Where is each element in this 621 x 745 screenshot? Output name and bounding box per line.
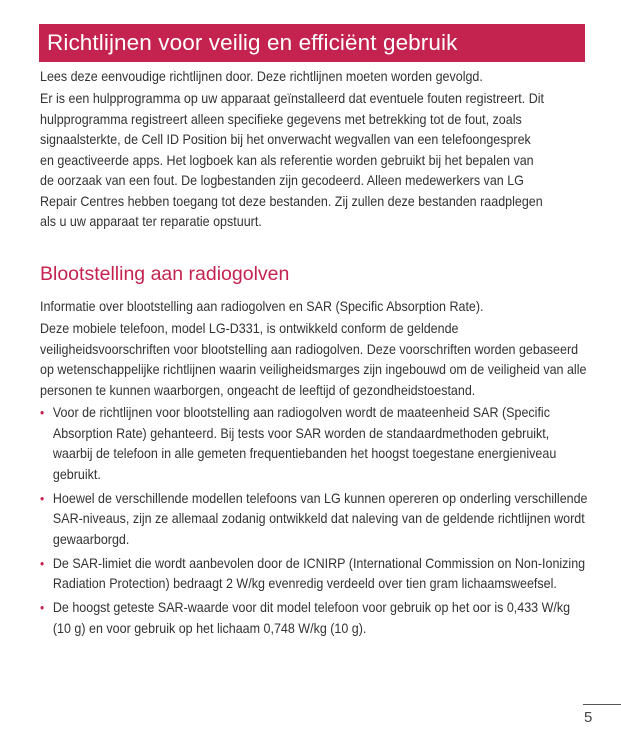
radio-paragraph: Informatie over blootstelling aan radiogolven en SAR (Specific Absorption Rate). [40,299,484,314]
radio-paragraph: Deze mobiele telefoon, model LG-D331, is ontwikkeld conform de geldende veiligheidsvoorschriften voor blootstelling aan radiogolven. Deze voorschriften worden gebaseerd op wetenschappelijke richtlijnen waarin veiligheidsmarges zijn ingebouwd om de veiligheid van alle personen te kunnen waarborgen, ongeacht de leeftijd of gezondheidstoestand. [40,321,587,398]
list-item [40,489,588,551]
list-item [40,403,588,485]
sar-bullet-list [40,403,588,639]
section-title-radio-waves: Blootstelling aan radiogolven [40,263,290,285]
list-item-text: Hoewel de verschillende modellen telefoons van LG kunnen opereren op onderling verschillende SAR-niveaus, zijn ze allemaal zodanig ontwikkeld dat naleving van de geldende richtlijnen wordt gewaarborgd. [52,490,588,547]
bullet-icon: • [40,490,45,506]
list-item [40,598,588,639]
intro-paragraph: Lees deze eenvoudige richtlijnen door. Deze richtlijnen moeten worden gevolgd. [40,69,483,84]
footer-divider [583,704,621,705]
list-item-text: De hoogst geteste SAR-waarde voor dit model telefoon voor gebruik op het oor is 0,433 W/kg (10 g) en voor gebruik op het lichaam 0,748 W/kg (10 g). [52,600,571,636]
intro-section [40,67,544,234]
page-title: Richtlijnen voor veilig en efficiënt gebruik [47,30,458,55]
list-item [40,554,588,595]
bullet-icon: • [40,600,45,615]
list-item-text: De SAR-limiet die wordt aanbevolen door de ICNIRP (International Commission on Non-Ionizing Radiation Protection) bedraagt 2 W/kg evenredig verdeeld over tien gram lichaamsweefsel. [52,555,586,591]
section-header-bar [39,24,585,62]
list-item-text: Voor de richtlijnen voor blootstelling aan radiogolven wordt de maateenheid SAR (Specific Absorption Rate) gehanteerd. Bij tests voor SAR worden de standaardmethoden gebruikt, waarbij de telefoon in alle gemeten frequentiebanden het hoogst toegestane energieniveau gebruikt. [52,405,557,482]
page-number: 5 [584,709,593,726]
intro-paragraph: Er is een hulpprogramma op uw apparaat geïnstalleerd dat eventuele fouten registreert. Dit hulpprogramma registreert alleen specifieke gegevens met betrekking tot de fout, zoals signaalsterkte, de Cell ID Position bij het onverwacht wegvallen van een telefoongesprek en geactiveerde apps. Het logboek kan als referentie worden gebruikt bij het bepalen van de oorzaak van een fout. De logbestanden zijn gecodeerd. Alleen medewerkers van LG Repair Centres hebben toegang tot deze bestanden. Zij zullen deze bestanden raadplegen als u uw apparaat ter reparatie opstuurt. [40,91,545,229]
radio-waves-section [40,297,588,643]
bullet-icon: • [40,405,45,420]
bullet-icon: • [40,555,45,571]
